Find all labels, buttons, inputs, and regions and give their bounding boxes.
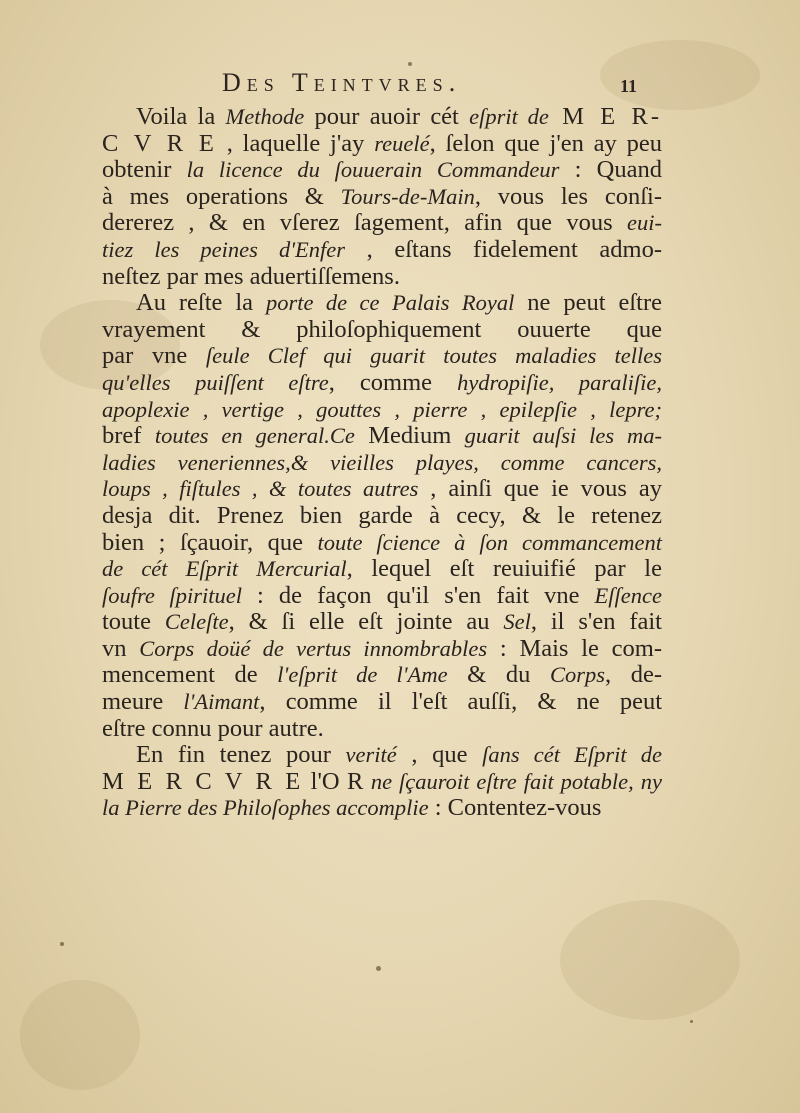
text-line [102, 503, 662, 530]
text-line [102, 397, 662, 424]
text-line [102, 104, 662, 131]
italic-run: ne ſçauroit eſtre fait potable, ny [370, 768, 662, 794]
text-run: desja dit. Prenez bien garde à cecy, & le retenez [102, 501, 662, 529]
paper-stain [20, 980, 140, 1090]
text-run: Voila la [136, 103, 226, 130]
text-run: , de- [604, 661, 662, 689]
italic-run: Methode [225, 104, 305, 129]
italic-run: porte de ce Palais Royal [265, 290, 515, 316]
italic-run: eſprit de [469, 104, 549, 129]
text-line [102, 131, 662, 158]
small-caps-run: M E R C V R E [102, 767, 304, 795]
text-run: : de façon qu'il s'en fait vne [241, 581, 595, 609]
text-line [102, 662, 662, 689]
italic-run: verité [345, 742, 397, 768]
text-run: ne peut eſtre [514, 289, 662, 317]
italic-run: loups , fiſtules , & toutes autres [102, 476, 419, 502]
text-run: toute [102, 608, 165, 636]
text-run: , & ſi elle eſt jointe au [228, 608, 504, 636]
text-run: , lequel eſt reuiuifié par le [346, 555, 662, 583]
text-run: , vous les conſi- [474, 182, 662, 210]
text-run: vn [102, 634, 140, 662]
text-run: , que [396, 741, 483, 769]
text-run: , comme [328, 368, 458, 396]
text-run: & du [447, 661, 550, 689]
body-text [102, 104, 662, 822]
ink-speck [408, 62, 412, 66]
text-line [102, 210, 662, 237]
text-run: , ſelon que j'en ay peu [429, 129, 662, 157]
italic-run: Corps doüé de vertus innombrables [139, 635, 488, 661]
text-line [102, 264, 662, 291]
italic-run: toutes en general.Ce [154, 423, 355, 449]
italic-run: ſeule Clef qui guarit toutes maladies telles [205, 343, 662, 369]
ink-speck [690, 1020, 693, 1023]
page-number: 11 [620, 76, 638, 96]
text-line [102, 290, 662, 317]
italic-run: toute ſcience à ſon commancement [317, 529, 662, 555]
italic-run: reuelé [374, 130, 430, 156]
text-line [102, 317, 662, 344]
text-run: , comme il l'eſt auſſi, & ne peut [259, 688, 662, 716]
italic-run: la licence du ſouuerain Commandeur [186, 157, 560, 183]
italic-run: Corps [549, 662, 605, 688]
text-line [102, 795, 662, 822]
text-run: , ainſi que ie vous ay [418, 475, 662, 503]
paper-stain [560, 900, 740, 1020]
text-run: neſtez par mes aduertiſſemens. [102, 262, 400, 290]
text-line [102, 184, 662, 211]
text-run: , il s'en fait [530, 608, 662, 636]
italic-run: ladies veneriennes,& vieilles playes, comme cancers, [102, 449, 662, 475]
italic-run: qu'elles puiſſent eſtre [102, 369, 329, 395]
italic-run: la Pierre des Philoſophes accomplie [102, 795, 429, 821]
italic-run: apoplexie , vertige , gouttes , pierre , epilepſie , lepre; [102, 396, 662, 422]
text-run: eſtre connu pour autre. [102, 714, 324, 742]
text-run: l'O R [303, 767, 371, 795]
running-title: Des Teintvres. [222, 68, 462, 97]
text-run: par vne [102, 342, 206, 370]
italic-run: Tours-de-Main [340, 183, 475, 209]
italic-run: eui- [627, 210, 662, 236]
text-run: , laquelle j'ay [216, 129, 375, 157]
text-run: , eſtans fidelement admo- [345, 235, 662, 263]
text-line [102, 556, 662, 583]
text-line [102, 636, 662, 663]
text-line [102, 370, 662, 397]
italic-run: tiez les peines d'Enfer [102, 236, 346, 262]
page-header [0, 68, 800, 108]
text-line [102, 769, 662, 796]
text-line [102, 530, 662, 557]
text-line [102, 343, 662, 370]
text-run: obtenir [102, 156, 187, 184]
text-run: Au reſte la [136, 289, 266, 317]
text-line [102, 423, 662, 450]
small-caps-run: M E R- [548, 103, 663, 130]
ink-speck [60, 942, 64, 946]
text-run: pour auoir cét [304, 103, 470, 130]
text-line [102, 450, 662, 477]
text-run: Medium [354, 422, 465, 450]
text-line [102, 716, 662, 743]
text-run: à mes operations & [102, 182, 341, 210]
italic-run: de cét Eſprit Mercurial [102, 556, 347, 582]
text-line [102, 476, 662, 503]
italic-run: ſoufre ſpirituel [102, 582, 242, 608]
text-run: : Mais le com- [487, 634, 663, 662]
text-run: En fin tenez pour [136, 741, 346, 769]
text-run: : Quand [559, 156, 662, 184]
italic-run: l'Aimant [183, 689, 260, 715]
italic-run: Sel [503, 609, 531, 635]
text-run: meure [102, 688, 184, 716]
text-line [102, 609, 662, 636]
text-run: dererez , & en vſerez ſagement, afin que vous [102, 209, 628, 237]
text-line [102, 689, 662, 716]
italic-run: Eſſence [594, 582, 662, 608]
text-run: bref [102, 422, 155, 450]
text-line [102, 157, 662, 184]
italic-run: guarit auſsi les ma- [464, 423, 662, 449]
small-caps-run: C V R E [102, 129, 217, 157]
italic-run: l'eſprit de l'Ame [277, 662, 448, 688]
text-run: bien ; ſçauoir, que [102, 528, 318, 556]
text-line [102, 742, 662, 769]
text-run: vrayement & philoſophiquement ouuerte que [102, 315, 662, 343]
italic-run: hydropiſie, paraliſie, [457, 369, 662, 395]
text-line [102, 237, 662, 264]
italic-run: ſans cét Eſprit de [482, 742, 662, 768]
text-run: : Contentez-vous [428, 794, 602, 822]
italic-run: Celeſte [164, 609, 229, 635]
ink-speck [376, 966, 381, 971]
text-line [102, 583, 662, 610]
text-run: mencement de [102, 661, 278, 689]
